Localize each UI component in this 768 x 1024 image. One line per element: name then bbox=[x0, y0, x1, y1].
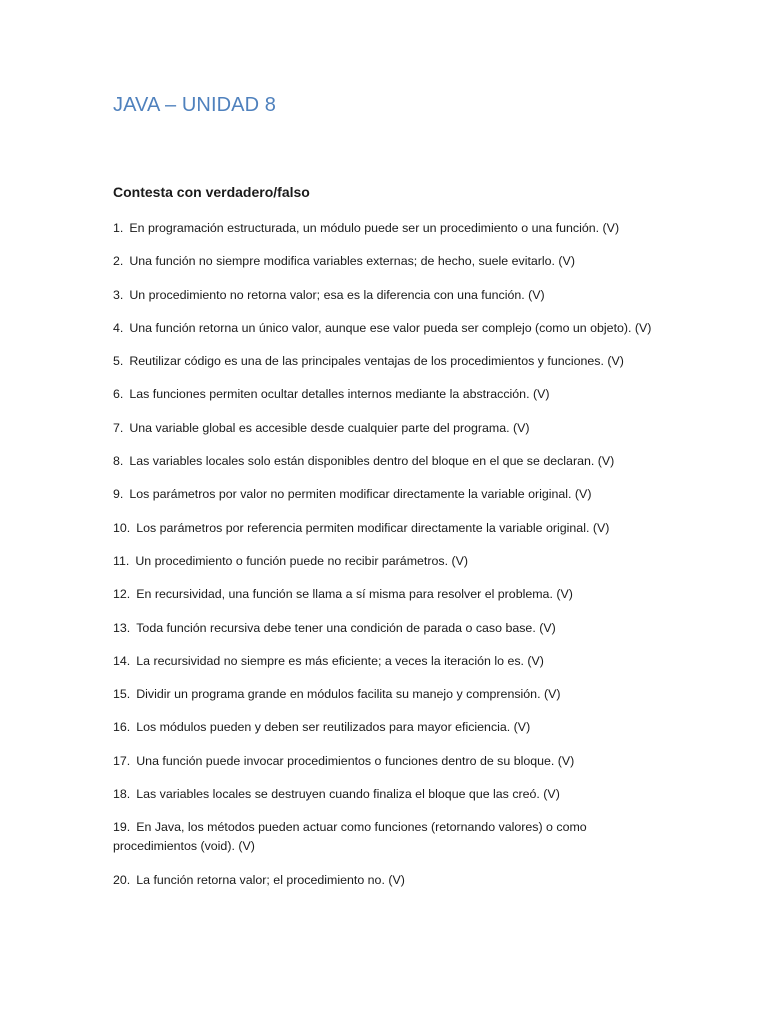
question-text: Toda función recursiva debe tener una condición de parada o caso base. (V) bbox=[136, 620, 556, 635]
question-item bbox=[113, 818, 658, 856]
question-number: 18. bbox=[113, 787, 131, 802]
question-item bbox=[113, 619, 658, 638]
question-number: 17. bbox=[113, 753, 131, 768]
question-item bbox=[113, 319, 658, 338]
question-text: En recursividad, una función se llama a sí misma para resolver el problema. (V) bbox=[136, 587, 573, 602]
question-number: 14. bbox=[113, 653, 131, 668]
question-number: 3. bbox=[113, 287, 124, 302]
question-number: 13. bbox=[113, 620, 131, 635]
question-text: La función retorna valor; el procedimiento no. (V) bbox=[136, 872, 405, 887]
question-item bbox=[113, 452, 658, 471]
question-text: Un procedimiento no retorna valor; esa es la diferencia con una función. (V) bbox=[129, 287, 545, 302]
question-text: Las variables locales solo están disponibles dentro del bloque en el que se declaran. (V) bbox=[129, 454, 615, 469]
question-item bbox=[113, 352, 658, 371]
document-title: JAVA – UNIDAD 8 bbox=[113, 94, 277, 116]
question-number: 11. bbox=[113, 553, 130, 568]
question-text: Una variable global es accesible desde cualquier parte del programa. (V) bbox=[129, 420, 530, 435]
question-number: 16. bbox=[113, 720, 131, 735]
question-item bbox=[113, 385, 658, 404]
question-item bbox=[113, 785, 658, 804]
question-item bbox=[113, 652, 658, 671]
question-number: 19. bbox=[113, 820, 131, 835]
question-number: 15. bbox=[113, 687, 131, 702]
question-number: 7. bbox=[113, 420, 124, 435]
question-item bbox=[113, 252, 658, 271]
question-text: Una función retorna un único valor, aunque ese valor pueda ser complejo (como un objeto). (V) bbox=[129, 320, 652, 335]
question-item bbox=[113, 219, 658, 238]
question-item bbox=[113, 286, 658, 305]
question-text: Dividir un programa grande en módulos facilita su manejo y comprensión. (V) bbox=[136, 687, 561, 702]
question-number: 2. bbox=[113, 254, 124, 269]
question-text: Los parámetros por valor no permiten modificar directamente la variable original. (V) bbox=[129, 487, 592, 502]
question-text: Un procedimiento o función puede no recibir parámetros. (V) bbox=[135, 553, 468, 568]
question-number: 20. bbox=[113, 872, 131, 887]
question-text: Reutilizar código es una de las principales ventajas de los procedimientos y funciones. (V) bbox=[129, 354, 624, 369]
question-number: 10. bbox=[113, 520, 131, 535]
question-number: 1. bbox=[113, 221, 124, 235]
question-text: Una función puede invocar procedimientos o funciones dentro de su bloque. (V) bbox=[136, 753, 575, 768]
question-text: Una función no siempre modifica variables externas; de hecho, suele evitarlo. (V) bbox=[129, 254, 575, 269]
question-number: 4. bbox=[113, 320, 124, 335]
question-number: 8. bbox=[113, 454, 124, 469]
question-text: La recursividad no siempre es más eficiente; a veces la iteración lo es. (V) bbox=[136, 653, 544, 668]
section-heading: Contesta con verdadero/falso bbox=[113, 184, 310, 200]
question-text: En Java, los métodos pueden actuar como funciones (retornando valores) o como procedimientos (void). (V) bbox=[113, 820, 587, 854]
question-item bbox=[113, 485, 658, 504]
question-item bbox=[113, 718, 658, 737]
question-item bbox=[113, 871, 658, 890]
question-text: En programación estructurada, un módulo puede ser un procedimiento o una función. (V) bbox=[129, 221, 620, 235]
question-item bbox=[113, 685, 658, 704]
question-text: Las variables locales se destruyen cuando finaliza el bloque que las creó. (V) bbox=[136, 787, 560, 802]
question-item bbox=[113, 585, 658, 604]
question-number: 12. bbox=[113, 587, 131, 602]
question-text: Las funciones permiten ocultar detalles internos mediante la abstracción. (V) bbox=[129, 387, 550, 402]
question-item bbox=[113, 552, 658, 571]
question-item bbox=[113, 519, 658, 538]
question-list bbox=[113, 219, 658, 904]
question-number: 6. bbox=[113, 387, 124, 402]
question-number: 5. bbox=[113, 354, 124, 369]
question-number: 9. bbox=[113, 487, 124, 502]
question-text: Los módulos pueden y deben ser reutilizados para mayor eficiencia. (V) bbox=[136, 720, 531, 735]
question-text: Los parámetros por referencia permiten modificar directamente la variable original. (V) bbox=[136, 520, 610, 535]
question-item bbox=[113, 419, 658, 438]
question-item bbox=[113, 752, 658, 771]
